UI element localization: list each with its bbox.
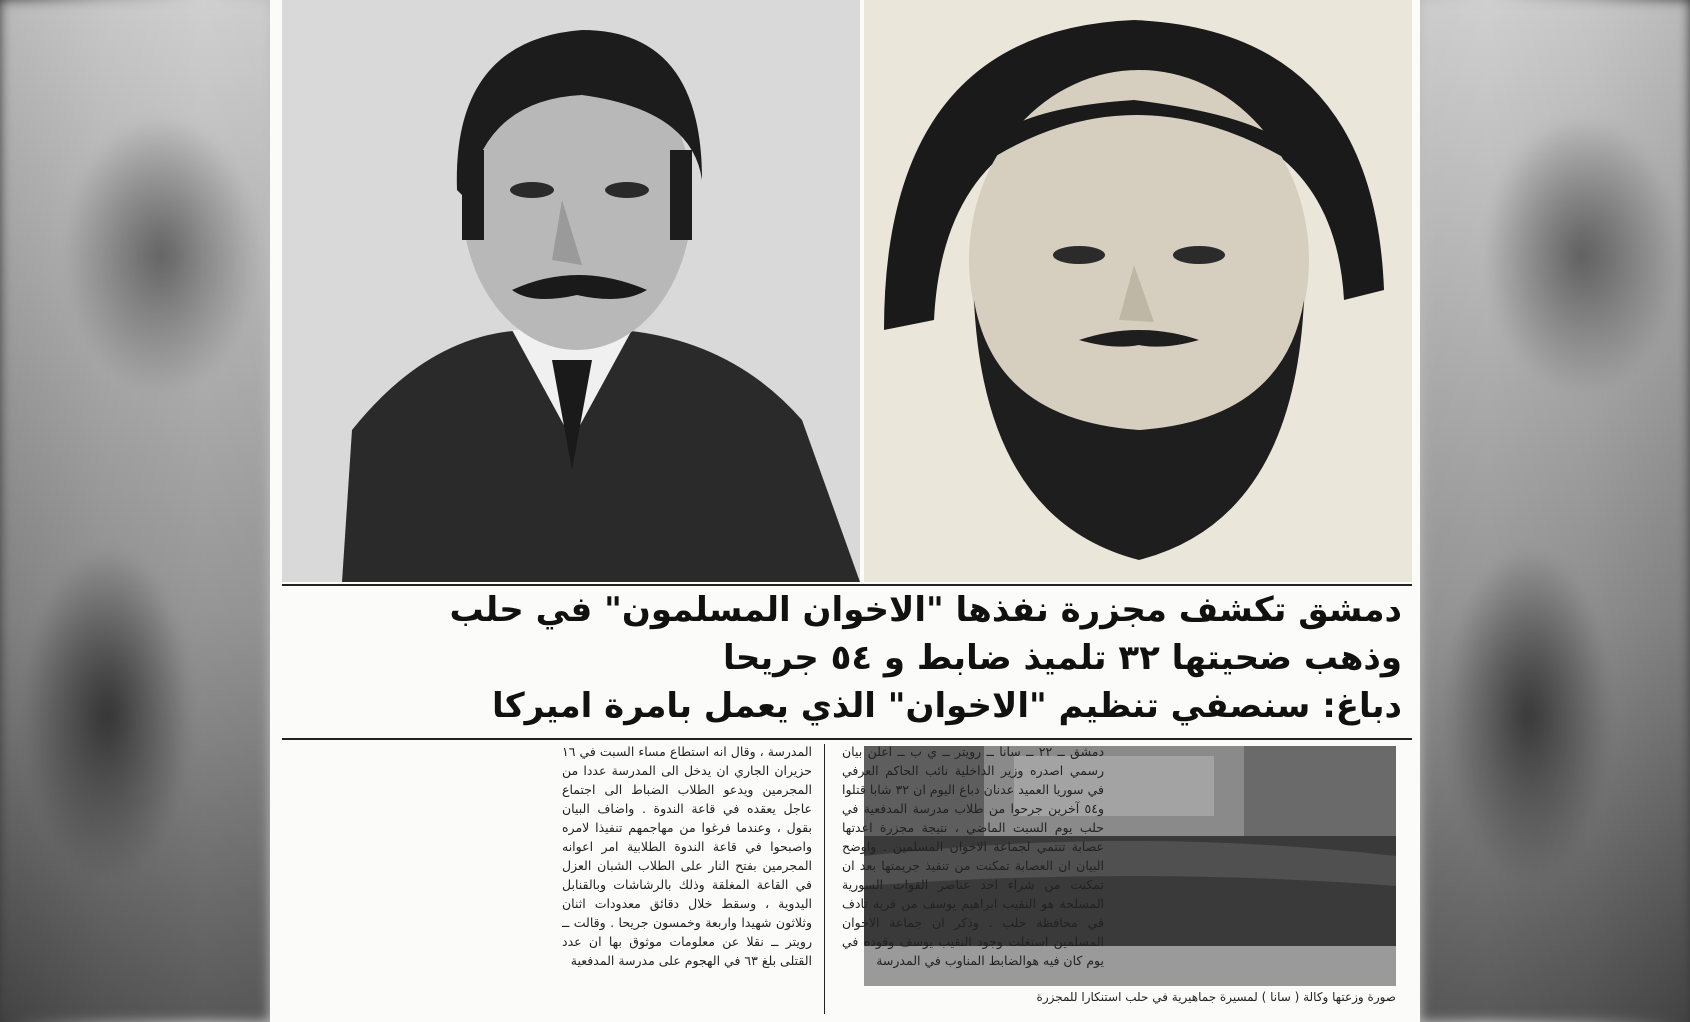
- article-column-2: المدرسة ، وقال انه استطاع مساء السبت في ١٦ حزيران الجاري ان يدخل الى المدرسة عددا من المجرمين ويدعو الطلاب الضباط الى اجتماع عاجل يعقده في قاعة الندوة . واضاف البيان بقول ، وعندما فرغوا من مهاجمهم تنفيذا لامره واصبحوا في قاعة الندوة الطلابية امر اعوانه المجرمين بفتح النار على الطلاب الشبان العزل في القاعة المغلقة وذلك بالرشاشات وبالقنابل اليدوية ، وسقط خلال دقائق معدودات اثنان وثلاثون شهيدا واربعة وخمسون جريحا . وقالت ــ رويتر ــ نقلا عن معلومات موثوق بها ان عدد القتلى بلغ ٦٣ في الهجوم على مدرسة المدفعية: [562, 744, 812, 968]
- headline-line-2: وذهب ضحيتها ٣٢ تلميذ ضابط و ٥٤ جريحا: [723, 638, 1402, 678]
- portrait-officer-drawing: [282, 0, 860, 582]
- headline-block: [282, 586, 1412, 736]
- newspaper-clipping: [270, 0, 1420, 1022]
- portrait-bearded-drawing: [864, 0, 1412, 582]
- portrait-photo-bearded-man: [864, 0, 1412, 582]
- news-photo-caption: صورة وزعتها وكالة ( سانا ) لمسيرة جماهيرية في حلب استنكارا للمجزرة: [1036, 990, 1396, 1004]
- portrait-photo-officer: [282, 0, 860, 582]
- headline-line-1: دمشق تكشف مجزرة نفذها "الاخوان المسلمون" في حلب: [449, 590, 1402, 630]
- article-column-1: دمشق ــ ٢٢ ــ سانا ــ رويتر ــ ي ب ــ اعلن بيان رسمي اصدره وزير الداخلية نائب الحاكم العرفي في سوريا العميد عدنان دباغ اليوم ان ٣٢ شابا قتلوا و٥٤ آخرين جرحوا من طلاب مدرسة المدفعية في حلب يوم السبت الماضي ، نتيجة مجزرة اعدتها عصابة تنتمي لجماعة الاخوان المسلمين . واوضح البيان ان العصابة تمكنت من تنفيذ جريمتها بعد ان تمكنت من شراء احد عناصر القوات السورية المسلحة هو النقيب ابراهيم يوسف من قرية تادف في محافظة حلب . وذكر ان جماعة الاخوان المسلمين استغلت وجود النقيب يوسف وقوده في يوم كان فيه هوالضابط المناوب في المدرسة: [842, 744, 1104, 968]
- headline-bottom-rule: [282, 738, 1412, 740]
- blurred-background-right: [1420, 0, 1690, 1022]
- column-divider: [824, 744, 825, 1014]
- headline-line-3: دباغ: سنصفي تنظيم "الاخوان" الذي يعمل بامرة اميركا: [492, 686, 1402, 726]
- blurred-background-left: [0, 0, 270, 1022]
